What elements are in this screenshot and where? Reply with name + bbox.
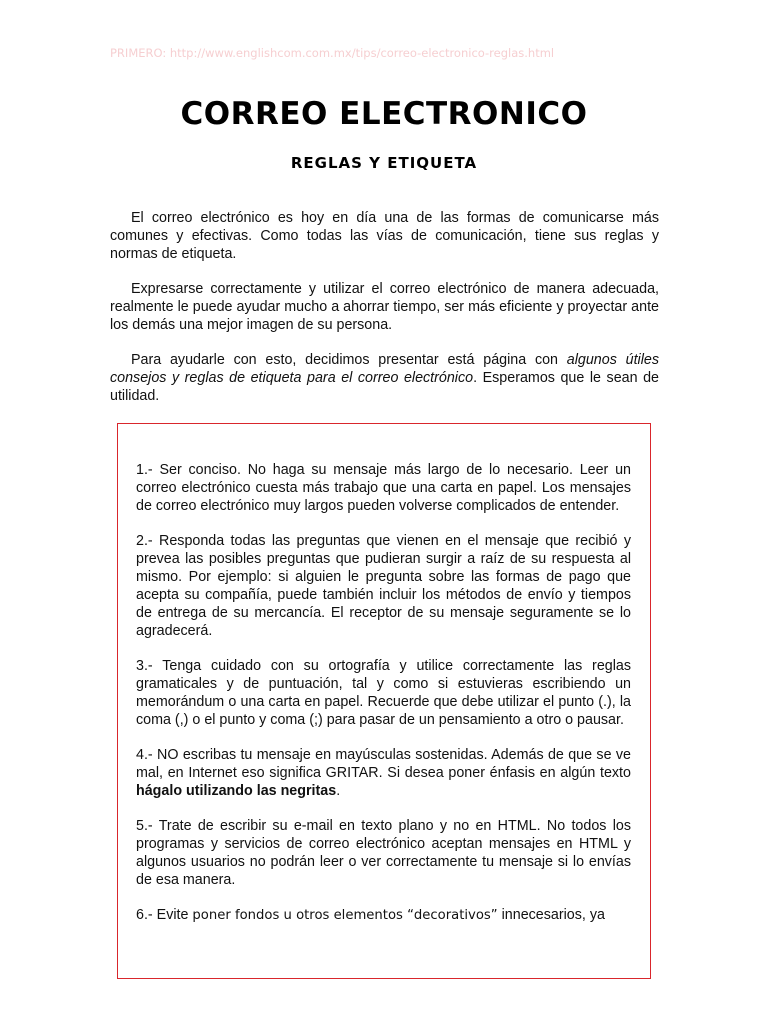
intro-paragraph-3 <box>110 351 659 405</box>
intro-p3-end: . Esperamos que le sean de utilidad. <box>110 370 659 404</box>
document-subtitle: REGLAS Y ETIQUETA <box>290 154 478 172</box>
rule-6-start: 6.- Evite <box>136 907 193 923</box>
intro-p3-start: Para ayudarle con esto, decidimos presentar está página con <box>131 352 567 368</box>
intro-section <box>110 209 659 422</box>
rule-2: 2.- Responda todas las preguntas que vienen en el mensaje que recibió y prevea las posibles preguntas que pudieran surgir a raíz de su respuesta al mismo. Por ejemplo: si alguien le pregunta sobre las formas de pago que acepta su compañía, puede también incluir los métodos de envío y tiempos de entrega de su mercancía. El receptor de su mensaje seguramente se lo agradecerá. <box>136 533 631 639</box>
intro-paragraph-2: Expresarse correctamente y utilizar el correo electrónico de manera adecuada, realmente le puede ayudar mucho a ahorrar tiempo, ser más eficiente y proyectar ante los demás una mejor imagen de su persona. <box>110 281 659 333</box>
rules-list <box>136 461 631 942</box>
rule-6-mixed-font: poner fondos u otros elementos “decorativos” <box>192 908 498 923</box>
rule-4-end: . <box>336 783 341 799</box>
rule-6 <box>136 906 631 925</box>
rule-5: 5.- Trate de escribir su e-mail en texto plano y no en HTML. No todos los programas y servicios de correo electrónico aceptan mensajes en HTML y algunos usuarios no podrán leer o ver correctamente tu mensaje si lo envías de esa manera. <box>136 818 631 888</box>
intro-p3-italic: algunos útiles consejos y reglas de etiqueta para el correo electrónico <box>110 352 659 386</box>
intro-paragraph-1: El correo electrónico es hoy en día una de las formas de comunicarse más comunes y efectivas. Como todas las vías de comunicación, tiene sus reglas y normas de etiqueta. <box>110 210 659 262</box>
rule-4-text: 4.- NO escribas tu mensaje en mayúsculas sostenidas. Además de que se ve mal, en Internet eso significa GRITAR. Si desea poner énfasis en algún texto <box>136 747 631 781</box>
rule-6-end: innecesarios, ya <box>497 907 605 923</box>
document-title: CORREO ELECTRONICO <box>180 96 588 132</box>
rule-4 <box>136 746 631 800</box>
rule-4-bold: hágalo utilizando las negritas <box>136 783 337 799</box>
rule-1: 1.- Ser conciso. No haga su mensaje más largo de lo necesario. Leer un correo electrónico cuesta más trabajo que una carta en papel. Los mensajes de correo electrónico muy largos pueden volverse complicados de entender. <box>136 462 631 514</box>
rule-3: 3.- Tenga cuidado con su ortografía y utilice correctamente las reglas gramaticales y de puntuación, tal y como si estuvieras escribiendo un memorándum o una carta en papel. Recuerde que debe utilizar el punto (.), la coma (,) o el punto y coma (;) para pasar de un pensamiento a otro o pausar. <box>136 658 631 728</box>
source-url-line: PRIMERO: http://www.englishcom.com.mx/tips/correo-electronico-reglas.html <box>110 46 555 60</box>
